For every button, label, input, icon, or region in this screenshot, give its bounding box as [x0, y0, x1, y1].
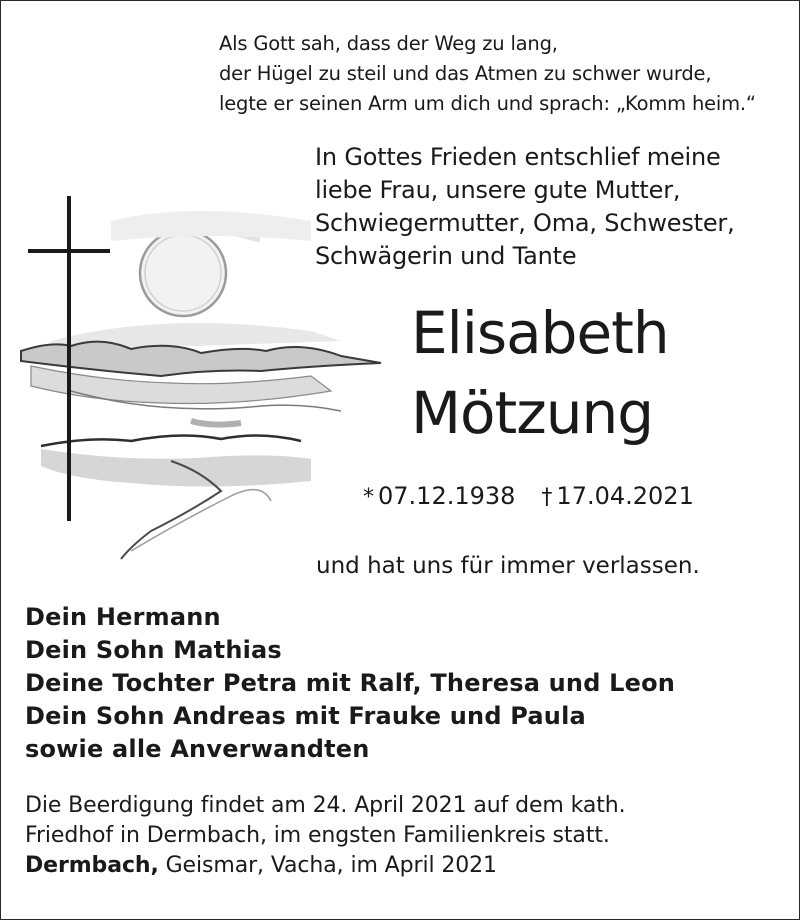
- memorial-artwork: [11, 191, 391, 566]
- mourner-line: Deine Tochter Petra mit Ralf, Theresa und Leon: [25, 669, 676, 697]
- mourner-line: Dein Sohn Mathias: [25, 636, 282, 664]
- poem-verse: [219, 29, 789, 119]
- place-rest: Geismar, Vacha, im April 2021: [158, 853, 497, 878]
- funeral-line: Die Beerdigung findet am 24. April 2021 auf dem kath.: [25, 793, 626, 818]
- mourner-line: Dein Sohn Andreas mit Frauke und Paula: [25, 702, 586, 730]
- poem-line: Als Gott sah, dass der Weg zu lang,: [219, 32, 558, 55]
- place-main: Dermbach,: [25, 853, 159, 878]
- intro-line: Schwiegermutter, Oma, Schwester,: [315, 209, 735, 237]
- poem-line: der Hügel zu steil und das Atmen zu schwer wurde,: [219, 62, 712, 85]
- death-cross-icon: †: [541, 485, 553, 510]
- intro-line: Schwägerin und Tante: [315, 242, 577, 270]
- last-name: Mötzung: [411, 379, 654, 447]
- death-date: 17.04.2021: [556, 482, 694, 510]
- poem-line: legte er seinen Arm um dich und sprach: „Komm heim.“: [219, 92, 756, 115]
- deceased-name: [411, 293, 791, 453]
- mourners-list: [25, 601, 785, 766]
- life-dates: [363, 481, 783, 513]
- birth-star-icon: *: [363, 485, 374, 510]
- closing-text: und hat uns für immer verlassen.: [316, 553, 700, 579]
- intro-line: In Gottes Frieden entschlief meine: [315, 143, 721, 171]
- birth-date: 07.12.1938: [378, 482, 516, 510]
- first-name: Elisabeth: [411, 299, 669, 367]
- intro-line: liebe Frau, unsere gute Mutter,: [315, 176, 681, 204]
- funeral-line: Friedhof in Dermbach, im engsten Familienkreis statt.: [25, 823, 610, 848]
- mourner-line: Dein Hermann: [25, 603, 221, 631]
- hills-landscape-icon: [21, 342, 381, 559]
- mourner-line: sowie alle Anverwandten: [25, 735, 370, 763]
- place-and-date: [25, 851, 785, 881]
- funeral-info: [25, 791, 785, 881]
